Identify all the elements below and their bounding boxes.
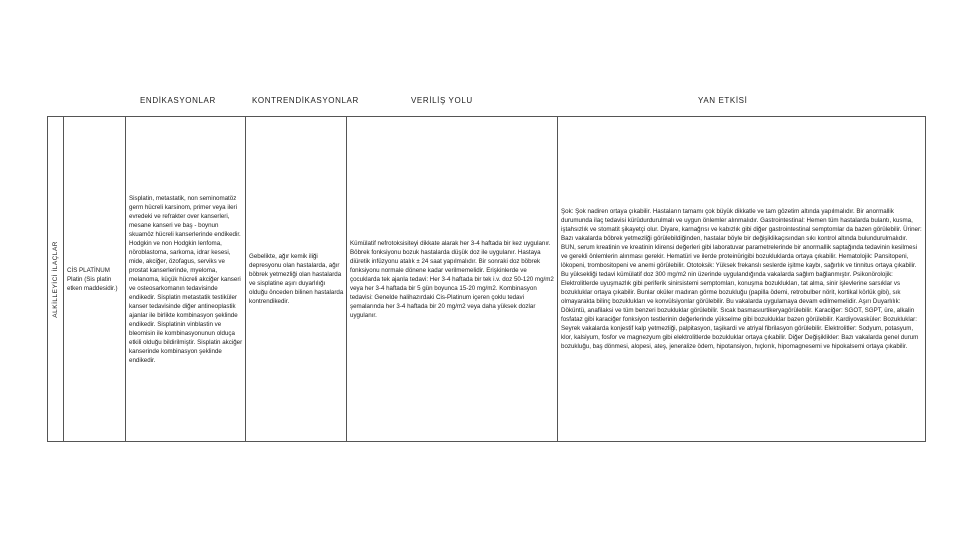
contraindications-text: Gebelikte, ağır kemik iliği depresyonu olan hastalarda, ağır böbrek yetmezliği olan hastalarda ve sisplatine aşırı duyarlılığı olduğu önceden bilinen hastalarda kontrendikedir. <box>249 253 344 305</box>
drug-name: CİS PLATİNUM Platin (Sis platin etken maddesidir.) <box>67 266 118 292</box>
row-label: ALKİLLEYİCİ İLAÇLAR <box>52 240 59 318</box>
header-route: VERİLİŞ YOLU <box>411 96 473 105</box>
side-effects-text: Şok: Şok nadiren ortaya çıkabilir. Hastaların tamamı çok büyük dikkatle ve tam gözetim altında yapılmalıdır. Bir anormallik durumunda ilaç tedavisi kürüdurdurulmalı ve uygun önlemler alınmalıdır. Gastrointestinal: Hemen tüm hastalarda bulantı, kusma, iştahsızlık ve stomatit şikayetçi olur. Diyare, karnağrısı ve kabızlık gibi diğer gastrointestinal semptomlar da bazen görülebilir. Üriner: Bazı vakalarda böbrek yetmezliği görülebildiğinden, hastalar böyle bir değişiklikaçısından sıkı kontrol altında bulundurulmalıdır. BUN, serum kreatinin ve kreatinin klirensi değerleri gibi laboratuvar parametrelerinde bir anormallik saptağında tedavinin kesilmesi ve gerekli önlemlerin alınması gerekir. Hematüri ve ilerde proteinürigibi bozukluklarda ortaya çıkabilir. Hematolojik: Pansitopeni, lökopeni, trombositopeni ve anemi görülebilir. Ototoksik: Yüksek frekanslı seslerde işitme kaybı, sağırlık ve tinnitus ortaya çıkabilir. Bu yüksekliği tedavi kümülatif doz 300 mg/m2 nin üzerinde uygulandığında vakalarda sağlım bağlanmıştır. Psikonörolojik: Elektrolitlerde uyuşmazlık gibi periferik sinirsistemi semptomları, konuşma bozuklukları, tat alma, sinir işlevlerine sarsıklar vs bozukluklar ortaya çıkabilir. Bunlar oküler madıran görme bozukluğu (papilla ödemi, retrobulber nörit, kortikal körlük gibi), sık olmayarakta bilinç bozuklukları ve konvülsiyonlar görülebilir. Bu vakalarda uygulamaya devam edilmemelidir. Aşırı Duyarlılık: Döküntü, anafilaksi ve tüm benzeri bozukluklar görülebilir. Sıcak basmasıurtikeryagörülebilir. Karaciğer: SGOT, SGPT, üre, alkalin fosfataz gibi karaciğer fonksiyon testlerinin değerlerinde yükselme gibi bozukluklar bazen görülebilir. Kardiyovasküler: Bozukluklar: Seyrek vakalarda konjestif kalp yetmezliği, palpitasyon, taşikardi ve atriyal fibrilasyon görülebilir. Elektrolitler: Sodyum, potasyum, klor, kalsiyum, fosfor ve magnezyum gibi elektrolitlerde bozukluklar ortaya çıkabilir. Diğer Değişiklikler: Bazı vakalarda genel durum bozukluğu, baş dönmesi, alopesi, ateş, jeneralize ödem, hipotansiyon, hıçkırık, hipomagnesemi ve hipokalsemi ortaya çıkabilir. <box>561 208 922 350</box>
contraindications-cell <box>246 117 347 442</box>
drug-info-table <box>47 116 926 442</box>
header-indications: ENDİKASYONLAR <box>140 96 216 105</box>
route-cell <box>347 117 558 442</box>
header-side-effects: YAN ETKİSİ <box>698 96 748 105</box>
side-effects-cell <box>558 117 926 442</box>
indications-text: Sisplatin, metastatik, non seminomatöz germ hücreli karsinom, primer veya ileri evredeki ve refrakter over kanserleri, mesane kanseri ve baş - boynun skuamöz hücreli kanserlerinde endikedir. Hodgkin ve non Hodgkin lenfoma, nöroblastoma, sarkoma, idrar kesesi, mide, akciğer, özofagus, serviks ve prostat kanserlerinde, myeloma, melanoma, küçük hücreli akciğer kanseri ve osteosarkomanın tedavisinde endikedir. Sisplatin metastatik testiküler kanser tedavisinde diğer antineoplastik ajanlar ile birlikte kombinasyon şeklinde endikedir. Sisplatinin vinblastin ve bleomisin ile kombinasyonunun olduça etkili olduğu bildirilmiştir. Sisplatin akciğer kanserinde kombinasyon şeklinde endikedir. <box>129 194 243 364</box>
drug-name-cell <box>64 117 126 442</box>
indications-cell <box>126 117 246 442</box>
header-contraindications: KONTRENDİKASYONLAR <box>252 96 359 105</box>
table-row <box>48 117 926 442</box>
row-label-cell <box>48 117 64 442</box>
route-text: Kümülatif nefrotoksisiteyi dikkate alarak her 3-4 haftada bir kez uygulanır. Böbrek fonksiyonu bozuk hastalarda düşük doz ile uygulanır. Hastaya diüretik infüzyonu atalık ± 24 saat yapılmalıdır. Bir sonraki doz böbrek fonksiyonu normale dönene kadar verilmemelidir. Erişkinlerde ve çocuklarda tek ajanla tedavi: Her 3-4 haftada bir tek i.v. doz 50-120 mg/m2 veya her 3-4 haftada bir 5 gün boyunca 15-20 mg/m2. Kombinasyon tedavisi: Genelde halihazırdaki Cis-Platinum içeren çoklu tedavi şemalarında her 3-4 haftada bir 20 mg/m2 veya daha yüksek dozlar uygulanır. <box>350 239 554 319</box>
